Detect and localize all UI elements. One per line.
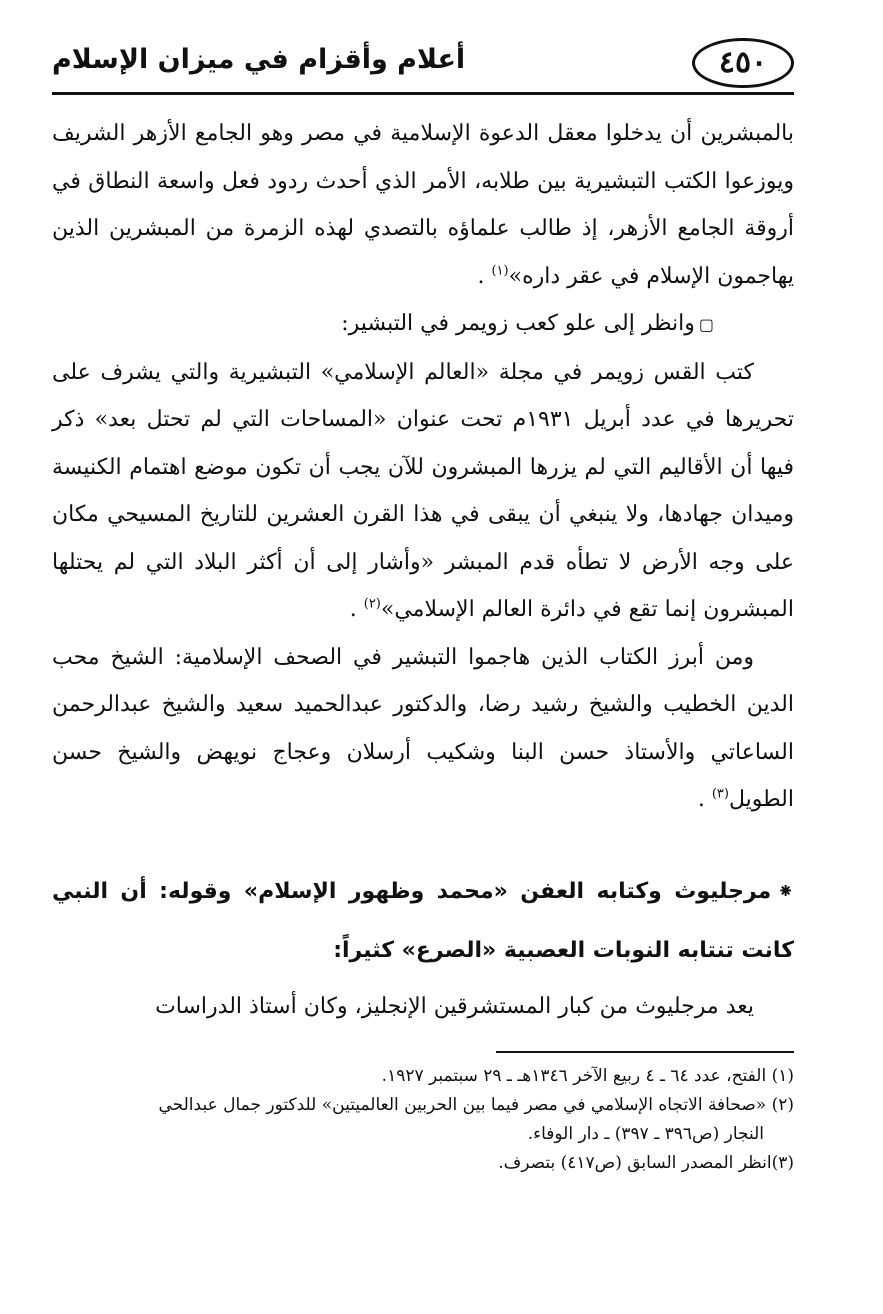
- footnote-separator: [496, 1051, 794, 1053]
- footnote-ref-1: (١): [491, 263, 509, 279]
- paragraph-4-text: ومن أبرز الكتاب الذين هاجموا التبشير في الصحف الإسلامية: الشيخ محب الدين الخطيب والشيخ رشيد رضا، والدكتور عبدالحميد سعيد والشيخ عبدالرحمن الساعاتي والأستاذ حسن البنا وشكيب أرسلان وعجاج نويهض والشيخ حسن الطويل: [52, 644, 794, 812]
- paragraph-3-text: كتب القس زويمر في مجلة «العالم الإسلامي» التبشيرية والتي يشرف على تحريرها في عدد أبريل ١٩٣١م تحت عنوان «المساحات التي لم تحتل بعد» ذكر فيها أن الأقاليم التي لم يزرها المبشرون للآن يجب أن تكون موضع اهتمام الكنيسة وميدان جهادها، ولا ينبغي أن يبقى في هذا القرن العشرين للتاريخ المسيحي مكان على وجه الأرض لا تطأه قدم المبشر «وأشار إلى أن أكثر البلاد التي لم يحتلها المبشرون إنما تقع في دائرة العالم الإسلامي»: [52, 359, 794, 622]
- body-text-continued: [52, 983, 794, 1031]
- square-bullet-icon: ▢: [698, 315, 714, 334]
- section-heading: [52, 862, 794, 980]
- footnote-ref-3: (٣): [711, 786, 729, 802]
- asterism-icon: ⁕: [777, 879, 794, 903]
- footnote-2: (٢) «صحافة الاتجاه الإسلامي في مصر فيما بين الحربين العالميتين» للدكتور جمال عبدالحي: [158, 1095, 794, 1115]
- footnote-2-continued: النجار (ص٣٩٦ ـ ٣٩٧) ـ دار الوفاء.: [527, 1124, 764, 1144]
- paragraph-4-end: .: [697, 787, 712, 812]
- body-text: [52, 110, 794, 824]
- paragraph-5: يعد مرجليوث من كبار المستشرقين الإنجليز، وكان أستاذ الدراسات: [155, 994, 754, 1019]
- paragraph-2-text: وانظر إلى علو كعب زويمر في التبشير:: [341, 311, 695, 336]
- footnote-3: (٣)انظر المصدر السابق (ص٤١٧) بتصرف.: [498, 1153, 794, 1173]
- header-rule: [52, 92, 794, 95]
- paragraph-1-end: .: [477, 263, 492, 289]
- paragraph-2: [52, 300, 794, 349]
- page-header: [52, 38, 794, 98]
- section-heading-text: مرجليوث وكتابه العفن «محمد وظهور الإسلام» وقوله: أن النبي كانت تنتابه النوبات العصبية «الصرع» كثيراً:: [52, 879, 794, 963]
- paragraph-1: [52, 110, 794, 300]
- paragraph-3-end: .: [349, 597, 364, 622]
- running-title: أعلام وأقزام في ميزان الإسلام: [52, 44, 466, 75]
- footnotes: [52, 1062, 794, 1178]
- paragraph-4: [52, 634, 794, 824]
- paragraph-3: [52, 349, 794, 634]
- paragraph-1-text: بالمبشرين أن يدخلوا معقل الدعوة الإسلامية في مصر وهو الجامع الأزهر الشريف ويوزعوا الكتب التبشيرية بين طلابه، الأمر الذي أحدث ردود فعل واسعة النطاق في أروقة الجامع الأزهر، إذ طالب علماؤه بالتصدي لهذه الزمرة من المبشرين الذين يهاجمون الإسلام في عقر داره»: [52, 121, 794, 289]
- page-number: ٤٥٠: [692, 38, 794, 88]
- footnote-1: (١) الفتح، عدد ٦٤ ـ ٤ ربيع الآخر ١٣٤٦هـ ـ ٢٩ سبتمبر ١٩٢٧.: [381, 1066, 794, 1086]
- footnote-ref-2: (٢): [363, 596, 381, 612]
